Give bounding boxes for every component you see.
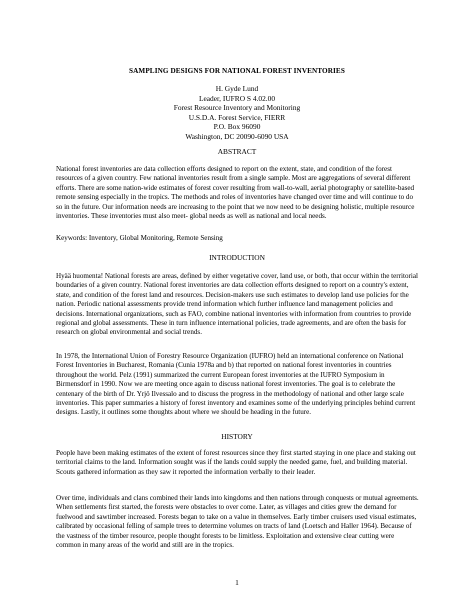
- author-role: Leader, IUFRO S 4.02.00: [198, 93, 276, 103]
- keywords: Keywords: Inventory, Global Monitoring, Remote Sensing: [56, 234, 223, 242]
- introduction-paragraph-2: In 1978, the International Union of Forestry Resource Organization (IUFRO) held an international conference on National Forest Inventories in Bucharest, Romania (Cunia 1978a and b) that reported on national forest inventories in countries throughout the world. Pelz (1991) summarized the current European forest inventories at the IUFRO Symposium in Birmensdorf in 1990. Now we are meeting once again to discuss national forest inventories. The goal is to celebrate the centenary of the birth of Dr. Yrjö Ilvessalo and to discuss the progress in the methodology of national and other large scale inventories. This paper summaries a history of forest inventory and examines some of the underlying principles behind current designs. Lastly, it outlines some thoughts about where we should be heading in the future.: [56, 352, 416, 417]
- author-organization: U.S.D.A. Forest Service, FIERR: [188, 112, 286, 122]
- introduction-heading: INTRODUCTION: [209, 253, 265, 262]
- page-number: 1: [235, 578, 239, 587]
- author-unit: Forest Resource Inventory and Monitoring: [173, 103, 301, 112]
- author-po-box: P.O. Box 96090: [213, 122, 261, 131]
- author-block: [0, 84, 474, 141]
- abstract-text: National forest inventories are data collection efforts designed to report on the extent, state, and condition of the forest resources of a given country. Few national inventories result from a single sample. Most are aggregations of several different efforts. There are some nation-wide estimates of forest cover resulting from wall-to-wall, aerial photography or satellite-based remote sensing especially in the tropics. The methods and roles of inventories have changed over time and will continue to do so in the future. Our information needs are increasing to the point that we now need to be designing holistic, multiple resource inventories. These inventories must also meet- global needs as well as national and local needs.: [56, 165, 415, 221]
- introduction-paragraph-1: Hyää huomenta! National forests are areas, defined by either vegetative cover, land use, or both, that occur within the territorial boundaries of a given country. National forest inventories are data collection efforts designed to report on a country's extent, state, and condition of the forest land and resources. Decision-makers use such estimates to develop land use policies for the nation. Periodic national assessments provide trend information which further influence land management policies and decisions. International organizations, such as FAO, combine national inventories with information from countries to provide regional and global assessments. These in turn influence international policies, trade agreements, and are often the basis for research on global environmental and social trends.: [56, 272, 418, 337]
- author-city: Washington, DC 20090-6090 USA: [185, 131, 289, 141]
- history-paragraph-2: Over time, individuals and clans combined their lands into kingdoms and then nations through conquests or mutual agreements. When settlements first started, the forests were obstacles to over come. Later, as villages and cities grew the demand for fuelwood and sawtimber increased. Forests began to take on a value in themselves. Early timber cruisers used visual estimates, calibrated by occasional felling of sample trees to determine volumes on tracts of land (Loetsch and Haller 1964). Because of the vastness of the timber resource, people thought forests to be limitless. Exploitation and extensive clear cutting were common in many areas of the world and still are in the tropics.: [56, 494, 419, 550]
- paper-title: SAMPLING DESIGNS FOR NATIONAL FOREST INVENTORIES: [129, 67, 345, 75]
- history-heading: HISTORY: [221, 432, 253, 441]
- history-paragraph-1: People have been making estimates of the extent of forest resources since they first started staying in one place and staking out territorial claims to the land. Information sought was if the lands could supply the needed game, fuel, and building material. Scouts gathered information as they saw it reported the information verbally to their leader.: [56, 449, 416, 476]
- abstract-heading: ABSTRACT: [217, 147, 257, 156]
- author-name: H. Gyde Lund: [215, 84, 259, 93]
